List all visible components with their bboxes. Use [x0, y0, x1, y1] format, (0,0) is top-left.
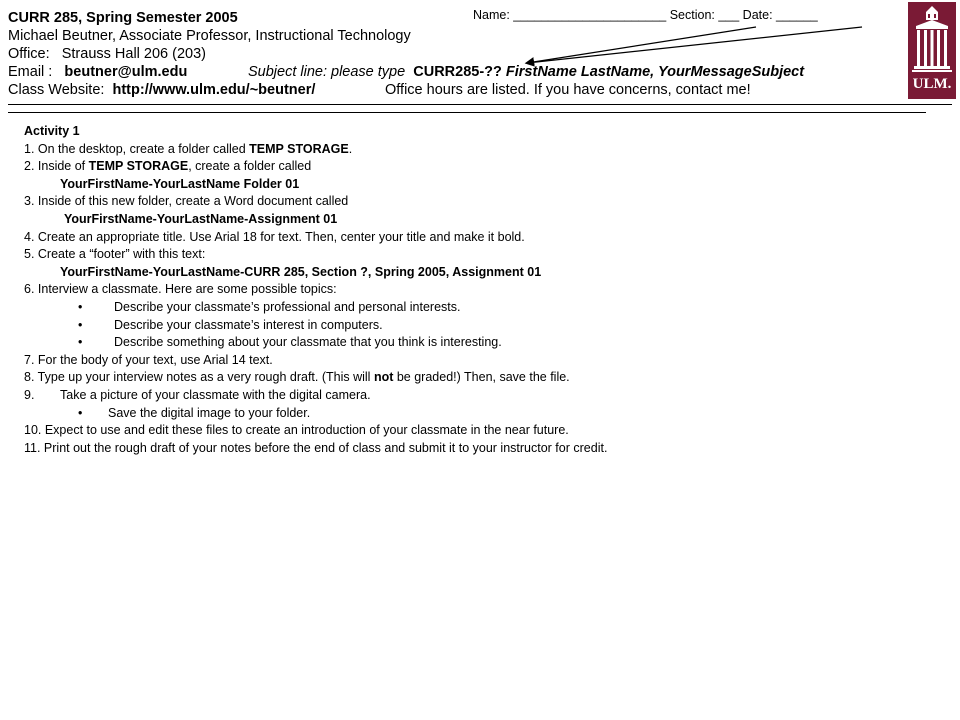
bullet-glyph: •: [78, 299, 83, 314]
bullet-glyph: •: [78, 317, 83, 332]
step-6-bullet: [24, 334, 607, 352]
step-2-folder-name: YourFirstName-YourLastName Folder 01: [60, 176, 300, 191]
bullet-glyph: •: [78, 335, 83, 350]
activity-body: [24, 123, 607, 457]
course-title: CURR 285, Spring Semester 2005: [8, 10, 238, 26]
step-10: 10. Expect to use and edit these files to create an introduction of your classmate in the near future.: [24, 423, 569, 438]
step-3: 3. Inside of this new folder, create a Word document called: [24, 194, 349, 209]
step-5: 5. Create a “footer” with this text:: [24, 247, 206, 262]
step-9-text: Take a picture of your classmate with the digital camera.: [60, 387, 371, 402]
step-4: 4. Create an appropriate title. Use Arial 18 for text. Then, center your title and make it bold.: [24, 229, 525, 244]
header-rule-top: [8, 104, 952, 105]
step-9: [24, 387, 607, 405]
bullet-text: Describe your classmate’s professional and personal interests.: [114, 299, 461, 314]
step-2: [24, 158, 607, 176]
activity-title: Activity 1: [24, 124, 80, 138]
step-11: 11. Print out the rough draft of your notes before the end of class and submit it to your instructor for credit.: [24, 440, 608, 455]
header-rule-bottom: [8, 112, 926, 113]
step-8-not: not: [373, 370, 394, 385]
step-8-text: 8. Type up your interview notes as a very rough draft. (This will: [24, 370, 374, 385]
step-7: 7. For the body of your text, use Arial 14 text.: [24, 352, 273, 367]
step-1-text: 1. On the desktop, create a folder called: [24, 141, 250, 156]
step-2-folder: TEMP STORAGE: [88, 159, 189, 174]
step-8-end: be graded!) Then, save the file.: [393, 370, 570, 385]
name-section-date-form: Name: ______________________ Section: ___ Date: ______: [473, 8, 818, 22]
website-label: Class Website:: [8, 82, 105, 98]
step-1-end: .: [348, 141, 353, 156]
step-5-footer-text: YourFirstName-YourLastName-CURR 285, Section ?, Spring 2005, Assignment 01: [60, 264, 542, 279]
pointer-arrows: [0, 0, 960, 110]
logo-text: ULM.: [912, 76, 952, 92]
step-2-end: , create a folder called: [188, 159, 312, 174]
arrow-name-to-subject: [527, 27, 756, 63]
office-hours-note: Office hours are listed. If you have concerns, contact me!: [385, 82, 751, 98]
instructor-line: Michael Beutner, Associate Professor, Instructional Technology: [8, 28, 411, 44]
bullet-text: Describe something about your classmate that you think is interesting.: [114, 335, 502, 350]
step-3-document-name: YourFirstName-YourLastName-Assignment 01: [64, 211, 338, 226]
subject-format: FirstName LastName, YourMessageSubject: [505, 64, 805, 80]
step-2-text: 2. Inside of: [24, 159, 89, 174]
subject-label: Subject line: please type: [248, 64, 406, 80]
step-9-number: 9.: [24, 387, 35, 402]
email-link[interactable]: beutner@ulm.edu: [64, 64, 188, 80]
office-value: Strauss Hall 206 (203): [61, 46, 206, 62]
email-label: Email :: [8, 64, 53, 80]
step-6-bullet: [24, 299, 607, 317]
bullet-glyph: •: [78, 405, 83, 420]
bullet-text: Save the digital image to your folder.: [108, 405, 311, 420]
arrow-date-to-subject: [527, 27, 862, 63]
step-6: 6. Interview a classmate. Here are some possible topics:: [24, 282, 337, 297]
step-6-bullet: [24, 317, 607, 335]
office-label: Office:: [8, 46, 50, 62]
step-9-bullet: [24, 405, 607, 423]
step-1-folder: TEMP STORAGE: [249, 141, 349, 156]
ulm-logo: [908, 2, 956, 99]
bullet-text: Describe your classmate’s interest in computers.: [114, 317, 383, 332]
step-8: [24, 369, 607, 387]
subject-code: CURR285-??: [413, 64, 502, 80]
website-link[interactable]: http://www.ulm.edu/~beutner/: [112, 82, 316, 98]
step-1: [24, 141, 607, 159]
